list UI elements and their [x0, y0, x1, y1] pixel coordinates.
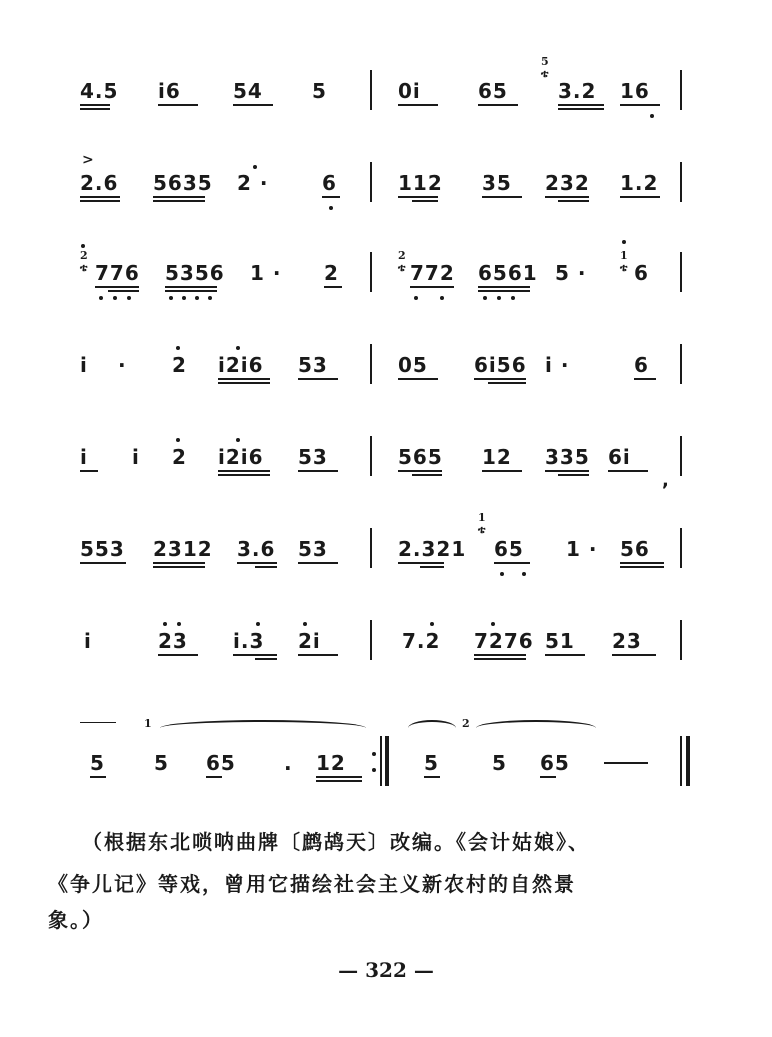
underline — [153, 566, 205, 568]
octave-dot — [113, 296, 117, 300]
ending-number: 2 — [462, 717, 470, 730]
grace-note: 5 — [541, 55, 549, 68]
ending-line — [80, 722, 116, 723]
underline — [153, 200, 205, 202]
underline — [218, 378, 270, 380]
note-group: . — [284, 751, 293, 775]
note-group: 65 — [478, 79, 508, 103]
underline — [233, 104, 273, 106]
octave-dot — [127, 296, 131, 300]
note-group: 5 — [154, 751, 169, 775]
note-group: 2 · — [237, 171, 269, 195]
note-group: 1 · — [566, 537, 598, 561]
note-group: 12 — [316, 751, 346, 775]
note-group: 23 — [158, 629, 188, 653]
underline — [558, 474, 589, 476]
note-group: 6 — [322, 171, 337, 195]
underline — [218, 474, 270, 476]
underline — [608, 470, 648, 472]
note-group: 2.6 — [80, 171, 119, 195]
note-group: 0i — [398, 79, 421, 103]
barline — [680, 252, 682, 292]
underline — [558, 108, 604, 110]
grace-mark-icon: ቴ — [478, 523, 486, 536]
barline — [370, 252, 372, 292]
repeat-barline-thick — [385, 736, 389, 786]
repeat-dot — [372, 752, 376, 756]
barline — [680, 162, 682, 202]
slur-arc — [408, 720, 456, 728]
octave-dot — [236, 438, 240, 442]
underline — [558, 104, 604, 106]
underline — [412, 474, 442, 476]
underline — [478, 104, 518, 106]
underline — [237, 562, 277, 564]
underline — [398, 104, 438, 106]
final-barline — [680, 736, 682, 786]
grace-note: 1 — [478, 511, 486, 524]
underline — [494, 562, 530, 564]
tie-dash — [604, 762, 648, 764]
slur-arc — [476, 720, 596, 728]
underline — [80, 196, 120, 198]
underline — [620, 562, 664, 564]
note-group: 2 — [172, 353, 187, 377]
underline — [620, 104, 660, 106]
barline — [370, 344, 372, 384]
underline — [80, 470, 98, 472]
music-score-page: 4.5 i6 54 5 0i 65 5 ቴ 3.2 16 > 2.6 5635 2 · 6 112 35 232 1.2 2 ቴ 776 5356 1 · 2 2 ቴ 772 6561 5 · 1 ቴ 6 i · 2 i2i6 53 05 6i56 i · 6 i i 2 i2i6 53 565 12 335 6i , 553 2312 3.6 53 2.321 1 ቴ 65 1 · 56 i 23 i.3 2i 7.2 7276 51 23 1 5 5 65 . 12 2 5 5 65 （根据东北唢呐曲牌〔鹧鸪天〕改编。《会计姑娘》、 《争儿记》等戏，曾用它描绘社会主义新农村的自然景 象。） — 322 — — [0, 0, 772, 1037]
underline — [80, 104, 110, 106]
accent-icon: > — [82, 152, 94, 168]
final-barline-thick — [686, 736, 690, 786]
note-group: 53 — [298, 445, 328, 469]
note-group: i2i6 — [218, 445, 264, 469]
underline — [545, 196, 589, 198]
note-group: 5 — [492, 751, 507, 775]
octave-dot — [483, 296, 487, 300]
octave-dot — [177, 622, 181, 626]
underline — [545, 654, 585, 656]
underline — [95, 286, 139, 288]
underline — [90, 776, 106, 778]
underline — [298, 654, 338, 656]
underline — [474, 378, 526, 380]
note-group: 2312 — [153, 537, 213, 561]
note-group: 232 — [545, 171, 590, 195]
note-group: 56 — [620, 537, 650, 561]
note-group: 05 — [398, 353, 428, 377]
underline — [482, 196, 522, 198]
note-group: 54 — [233, 79, 263, 103]
underline — [153, 196, 205, 198]
ending-number: 1 — [144, 717, 152, 730]
note-group: 53 — [298, 537, 328, 561]
note-group: 2 — [172, 445, 187, 469]
grace-mark-icon: ቴ — [398, 261, 406, 274]
note-group: 12 — [482, 445, 512, 469]
note-group: 5 — [312, 79, 327, 103]
note-group: 2.321 — [398, 537, 467, 561]
note-group: 23 — [612, 629, 642, 653]
note-group: 112 — [398, 171, 443, 195]
octave-dot — [81, 244, 85, 248]
page-number: — 322 — — [338, 958, 434, 982]
barline — [370, 70, 372, 110]
underline — [478, 286, 530, 288]
underline — [398, 378, 438, 380]
octave-dot — [511, 296, 515, 300]
note-group: 772 — [410, 261, 455, 285]
barline — [680, 436, 682, 476]
barline — [680, 620, 682, 660]
note-group: 53 — [298, 353, 328, 377]
underline — [545, 470, 589, 472]
underline — [158, 654, 198, 656]
underline — [233, 654, 277, 656]
repeat-barline — [380, 736, 382, 786]
octave-dot — [500, 572, 504, 576]
underline — [153, 562, 205, 564]
note-group: 565 — [398, 445, 443, 469]
note-group: i2i6 — [218, 353, 264, 377]
underline — [398, 562, 444, 564]
underline — [488, 382, 526, 384]
underline — [80, 108, 110, 110]
octave-dot — [497, 296, 501, 300]
note-group: 4.5 — [80, 79, 119, 103]
note-group: 5 — [424, 751, 439, 775]
octave-dot — [195, 296, 199, 300]
repeat-dot — [372, 768, 376, 772]
octave-dot — [182, 296, 186, 300]
barline — [680, 344, 682, 384]
underline — [298, 470, 338, 472]
octave-dot — [522, 572, 526, 576]
octave-dot — [208, 296, 212, 300]
underline — [298, 378, 338, 380]
note-group: i — [132, 445, 140, 469]
underline — [165, 290, 217, 292]
underline — [316, 780, 362, 782]
underline — [410, 286, 454, 288]
note-group: 3.2 — [558, 79, 597, 103]
note-group: i — [80, 353, 88, 377]
grace-note: 2 — [80, 249, 88, 262]
note-group: 5635 — [153, 171, 213, 195]
underline — [620, 196, 660, 198]
underline — [316, 776, 362, 778]
note-group: 5 — [90, 751, 105, 775]
note-group: 776 — [95, 261, 140, 285]
note-group: 1.2 — [620, 171, 659, 195]
note-group: 2 — [324, 261, 339, 285]
underline — [218, 382, 270, 384]
octave-dot — [169, 296, 173, 300]
barline — [370, 528, 372, 568]
octave-dot — [329, 206, 333, 210]
barline — [680, 70, 682, 110]
note-group: 3.6 — [237, 537, 276, 561]
underline — [412, 200, 438, 202]
note-group: 6 — [634, 353, 649, 377]
barline — [370, 436, 372, 476]
caption-line-3: 象。） — [48, 908, 104, 932]
barline — [370, 162, 372, 202]
octave-dot — [491, 622, 495, 626]
underline — [482, 470, 522, 472]
note-group: i.3 — [233, 629, 265, 653]
note-group: 7276 — [474, 629, 534, 653]
barline — [680, 528, 682, 568]
note-group: 2i — [298, 629, 321, 653]
note-group: 51 — [545, 629, 575, 653]
note-group: 16 — [620, 79, 650, 103]
underline — [206, 776, 222, 778]
octave-dot — [414, 296, 418, 300]
grace-mark-icon: ቴ — [80, 261, 88, 274]
underline — [165, 286, 217, 288]
slur-arc — [160, 720, 366, 728]
note-group: 65 — [206, 751, 236, 775]
note-group: 65 — [494, 537, 524, 561]
note-group: 35 — [482, 171, 512, 195]
underline — [298, 562, 338, 564]
octave-dot — [622, 240, 626, 244]
note-group: 6i — [608, 445, 631, 469]
caption-line-2: 《争儿记》等戏，曾用它描绘社会主义新农村的自然景 — [48, 872, 576, 896]
note-group: 5356 — [165, 261, 225, 285]
underline — [398, 470, 442, 472]
grace-mark-icon: ቴ — [620, 261, 628, 274]
note-group: i — [80, 445, 88, 469]
underline — [255, 566, 277, 568]
underline — [322, 196, 340, 198]
note-group: i · — [545, 353, 570, 377]
underline — [218, 470, 270, 472]
grace-mark-icon: ቴ — [541, 67, 549, 80]
octave-dot — [99, 296, 103, 300]
underline — [158, 104, 198, 106]
underline — [612, 654, 656, 656]
note-group: 1 · — [250, 261, 282, 285]
octave-dot — [176, 346, 180, 350]
underline — [324, 286, 342, 288]
breath-mark: , — [662, 470, 670, 491]
underline — [558, 200, 589, 202]
underline — [474, 658, 526, 660]
note-group: · — [118, 353, 127, 377]
octave-dot — [163, 622, 167, 626]
note-group: 6561 — [478, 261, 538, 285]
underline — [108, 290, 139, 292]
grace-note: 2 — [398, 249, 406, 262]
note-group: 5 · — [555, 261, 587, 285]
octave-dot — [303, 622, 307, 626]
underline — [255, 658, 277, 660]
note-group: i — [84, 629, 92, 653]
note-group: 6 — [634, 261, 649, 285]
note-group: 7.2 — [402, 629, 441, 653]
caption-line-1: （根据东北唢呐曲牌〔鹧鸪天〕改编。《会计姑娘》、 — [82, 830, 590, 854]
underline — [398, 196, 438, 198]
underline — [478, 290, 530, 292]
octave-dot — [236, 346, 240, 350]
note-group: 65 — [540, 751, 570, 775]
underline — [620, 566, 664, 568]
octave-dot — [256, 622, 260, 626]
underline — [420, 566, 444, 568]
octave-dot — [176, 438, 180, 442]
underline — [80, 562, 126, 564]
octave-dot — [650, 114, 654, 118]
underline — [424, 776, 440, 778]
note-group: 553 — [80, 537, 125, 561]
underline — [634, 378, 656, 380]
octave-dot — [430, 622, 434, 626]
underline — [540, 776, 556, 778]
barline — [370, 620, 372, 660]
underline — [474, 654, 526, 656]
note-group: 6i56 — [474, 353, 527, 377]
note-group: 335 — [545, 445, 590, 469]
octave-dot — [253, 165, 257, 169]
note-group: i6 — [158, 79, 181, 103]
underline — [80, 200, 120, 202]
octave-dot — [440, 296, 444, 300]
